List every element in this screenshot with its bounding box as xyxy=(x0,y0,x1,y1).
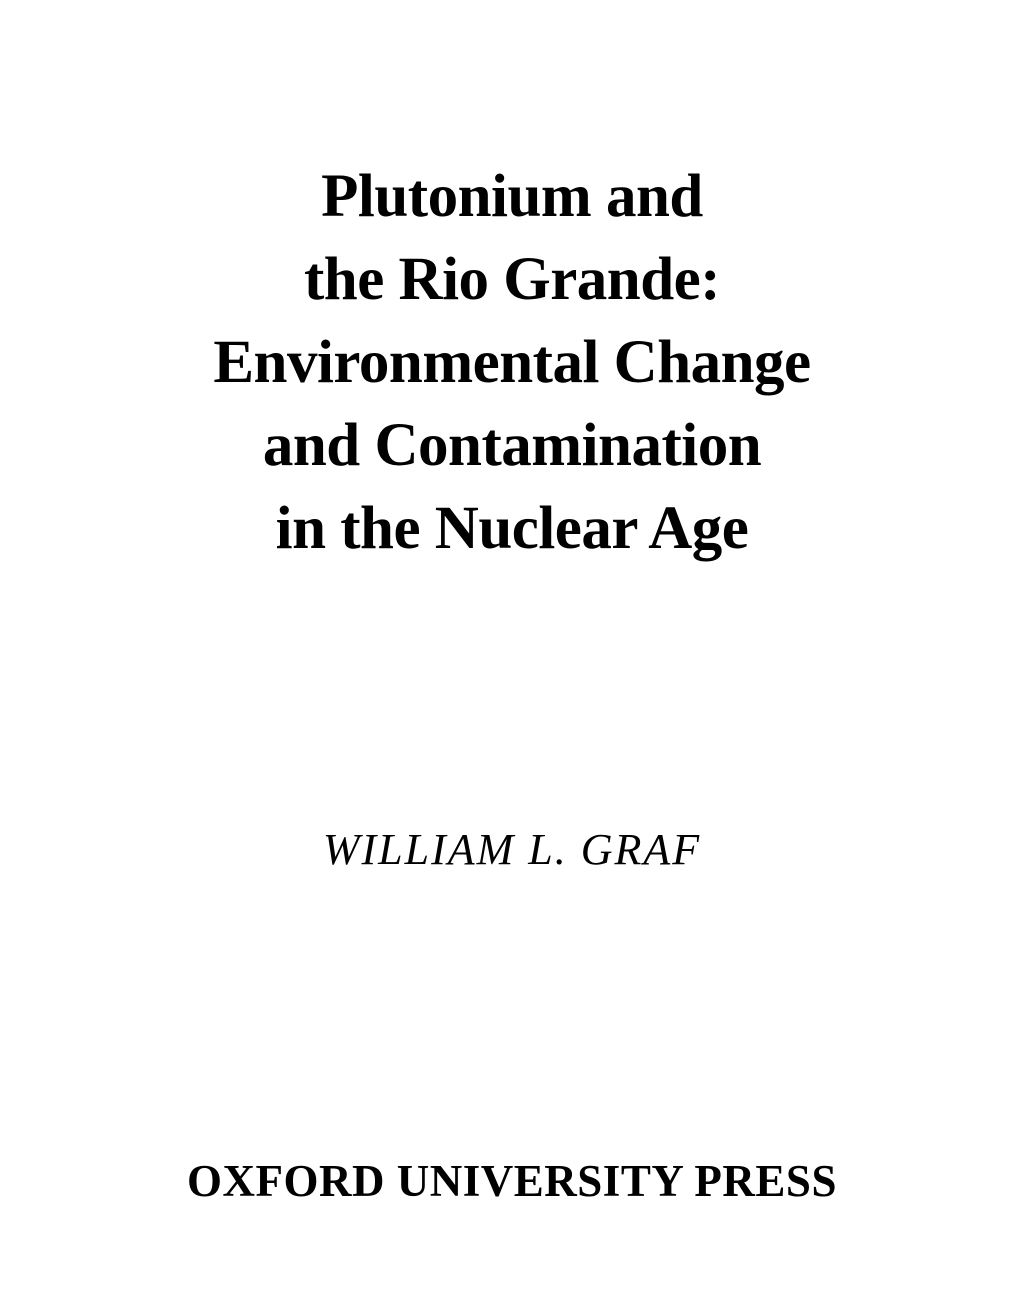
title-line-1: Plutonium and xyxy=(321,163,703,230)
author-name: WILLIAM L. GRAF xyxy=(322,825,702,874)
title-line-4: and Contamination xyxy=(262,412,762,479)
title-line-3: Environmental Change xyxy=(213,329,811,396)
publisher-block xyxy=(0,1155,1024,1207)
title-line-5: in the Nuclear Age xyxy=(275,495,749,562)
publisher-name: OXFORD UNIVERSITY PRESS xyxy=(187,1156,837,1206)
author-block xyxy=(0,824,1024,875)
title-line-2: the Rio Grande: xyxy=(303,246,721,313)
book-title xyxy=(0,155,1024,570)
